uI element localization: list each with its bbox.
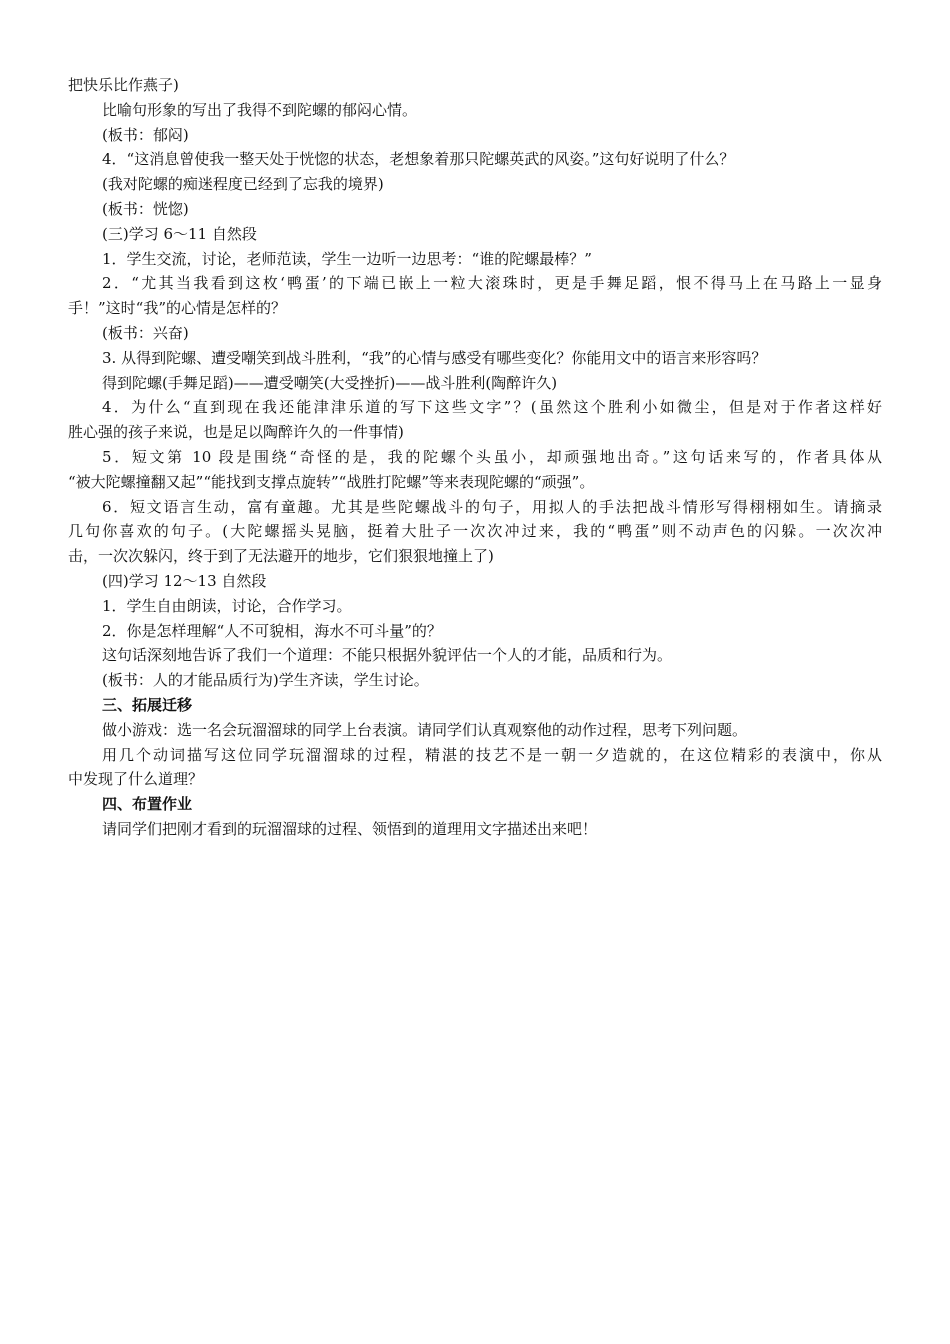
text-line: 3. 从得到陀螺、遭受嘲笑到战斗胜利，“我”的心情与感受有哪些变化？你能用文中的语言来形容吗？ [102, 348, 767, 367]
text-line: 做小游戏：选一名会玩溜溜球的同学上台表演。请同学们认真观察他的动作过程，思考下列问题。 [102, 720, 748, 739]
text-line: 这句话深刻地告诉了我们一个道理：不能只根据外貌评估一个人的才能，品质和行为。 [102, 646, 673, 665]
text-line: 把快乐比作燕子) [68, 76, 179, 94]
section-heading: 三、拓展迁移 [102, 695, 193, 714]
text-line: 比喻句形象的写出了我得不到陀螺的郁闷心情。 [102, 100, 418, 119]
text-line: 4．为什么“直到现在我还能津津乐道的写下这些文字”？(虽然这个胜利小如微尘，但是对于作者这样好 [102, 398, 882, 417]
text-line: (板书：郁闷) [102, 125, 189, 144]
text-line: (板书：人的才能品质行为)学生齐读，学生讨论。 [102, 671, 429, 690]
text-line: 得到陀螺(手舞足蹈)——遭受嘲笑(大受挫折)——战斗胜利(陶醉许久) [102, 373, 558, 392]
text-line: (我对陀螺的痴迷程度已经到了忘我的境界) [102, 175, 384, 194]
text-line: 1．学生自由朗读，讨论，合作学习。 [102, 596, 352, 615]
text-line: 击，一次次躲闪，终于到了无法避开的地步，它们狠狠地撞上了) [68, 547, 494, 566]
document-body [68, 73, 882, 842]
text-line: 胜心强的孩子来说，也是足以陶醉许久的一件事情) [68, 423, 404, 442]
text-line: (板书：恍惚) [102, 199, 189, 218]
text-line: 中发现了什么道理？ [68, 770, 204, 789]
text-line: 2．你是怎样理解“人不可貌相，海水不可斗量”的？ [102, 621, 442, 640]
text-line: 4．“这消息曾使我一整天处于恍惚的状态，老想象着那只陀螺英武的风姿。”这句好说明了什么？ [102, 150, 735, 169]
text-line: (板书：兴奋) [102, 323, 189, 342]
text-line: 2．“尤其当我看到这枚‘鸭蛋’的下端已嵌上一粒大滚珠时，更是手舞足蹈，恨不得马上在马路上一显身 [102, 274, 882, 293]
text-line: 用几个动词描写这位同学玩溜溜球的过程，精湛的技艺不是一朝一夕造就的，在这位精彩的表演中，你从 [102, 745, 882, 764]
text-line: 几句你喜欢的句子。(大陀螺摇头晃脑，挺着大肚子一次次冲过来，我的“鸭蛋”则不动声色的闪躲。一次次冲 [68, 522, 882, 541]
text-line: (三)学习 6～11 自然段 [102, 224, 257, 243]
text-line: (四)学习 12～13 自然段 [102, 571, 267, 590]
text-line: 请同学们把刚才看到的玩溜溜球的过程、领悟到的道理用文字描述出来吧！ [102, 819, 598, 838]
section-heading: 四、布置作业 [102, 795, 193, 814]
text-line: 手！”这时“我”的心情是怎样的？ [68, 299, 287, 318]
text-line: 1．学生交流，讨论，老师范读，学生一边听一边思考：“谁的陀螺最棒？” [102, 249, 592, 268]
text-line: 6．短文语言生动，富有童趣。尤其是些陀螺战斗的句子，用拟人的手法把战斗情形写得栩栩如生。请摘录 [102, 497, 882, 516]
text-line: 5．短文第 10 段是围绕“奇怪的是，我的陀螺个头虽小，却顽强地出奇。”这句话来写的，作者具体从 [102, 447, 882, 466]
text-line: “被大陀螺撞翻又起”“能找到支撑点旋转”“战胜打陀螺”等来表现陀螺的“顽强”。 [68, 472, 595, 491]
